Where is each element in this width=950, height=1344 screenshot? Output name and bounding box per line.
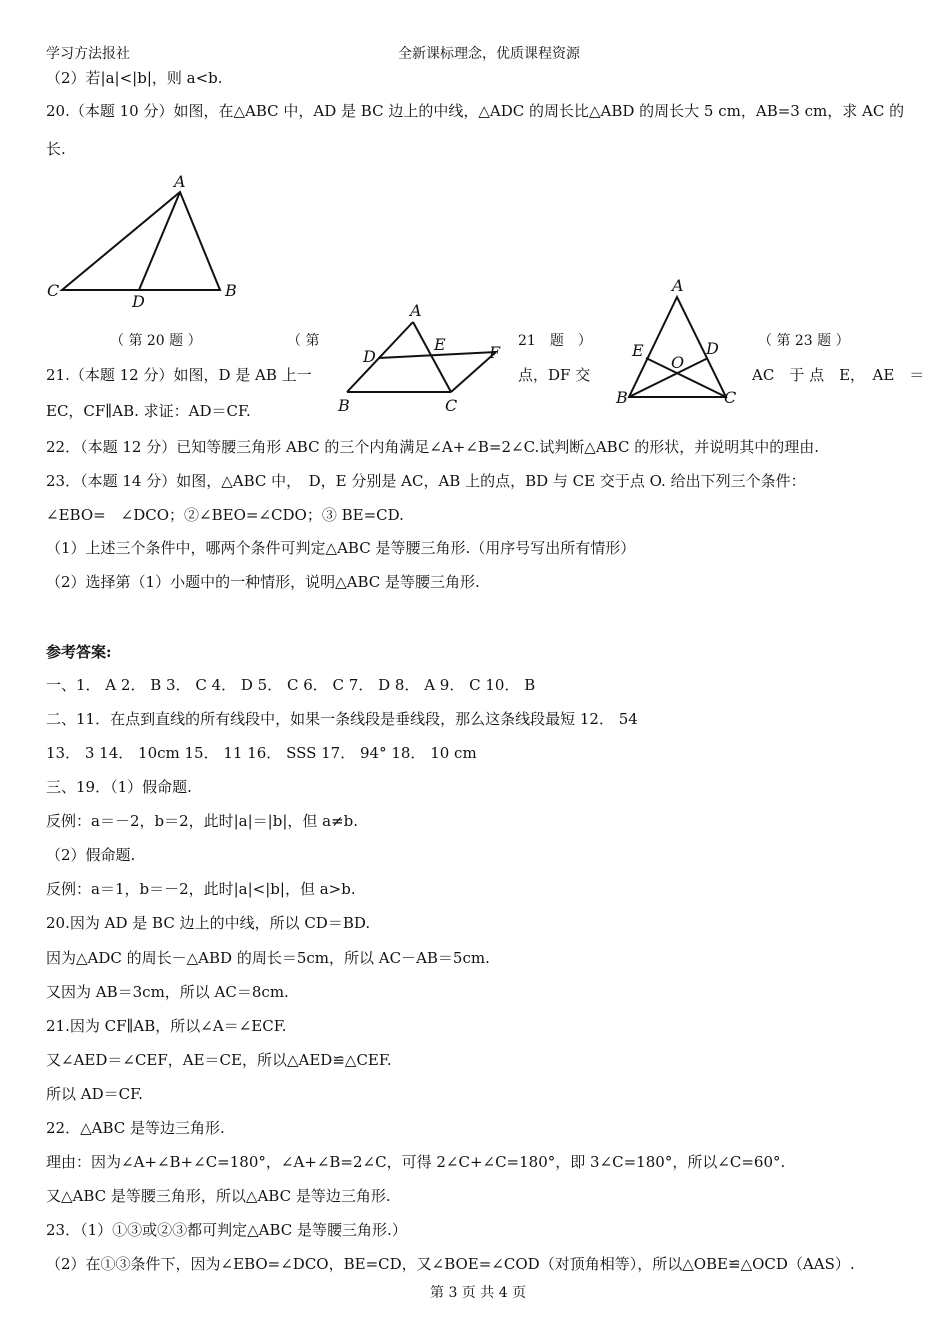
caption-21-right: 21 题 ） (518, 333, 592, 349)
answer-line: 因为△ADC 的周长－△ABD 的周长＝5cm，所以 AC－AB＝5cm. (46, 949, 490, 967)
q23-line1: 23．（本题 14 分）如图，△ABC 中， D，E 分别是 AC，AB 上的点，BD 与 CE 交于点 O. 给出下列三个条件： (46, 472, 806, 490)
figure-23 (610, 275, 750, 415)
label-e: E (632, 341, 644, 360)
answer-line: 反例：a＝－2，b＝2，此时|a|＝|b|，但 a≠b. (46, 812, 359, 830)
segment-ac (413, 322, 451, 392)
label-a: A (410, 301, 422, 320)
label-a: A (672, 276, 684, 295)
answer-line: 又∠AED＝∠CEF，AE＝CE，所以△AED≌△CEF. (46, 1051, 392, 1069)
answer-line: 又因为 AB＝3cm，所以 AC＝8cm. (46, 983, 289, 1001)
label-c: C (47, 281, 60, 300)
label-o: O (671, 353, 685, 372)
segment-ce (646, 358, 726, 397)
triangle-abc (62, 192, 220, 290)
answers-title: 参考答案: (46, 643, 112, 661)
answer-line: 20.因为 AD 是 BC 边上的中线，所以 CD＝BD. (46, 914, 371, 932)
label-e: E (434, 335, 446, 354)
label-d: D (132, 292, 145, 310)
label-b: B (338, 396, 350, 415)
q22: 22．（本题 12 分）已知等腰三角形 ABC 的三个内角满足∠A+∠B=2∠C.试判断△ABC 的形状，并说明其中的理由. (46, 438, 819, 456)
answer-line: 所以 AD＝CF. (46, 1085, 143, 1103)
q23-line2: ∠EBO= ∠DCO；②∠BEO=∠CDO；③ BE=CD. (46, 506, 404, 524)
figure-20 (40, 170, 250, 310)
q21-line2: EC，CF∥AB. 求证：AD＝CF. (46, 402, 251, 420)
q20-line1: 20.（本题 10 分）如图，在△ABC 中，AD 是 BC 边上的中线，△ADC 的周长比△ABD 的周长大 5 cm，AB=3 cm，求 AC 的 (46, 102, 905, 120)
label-a: A (174, 172, 186, 191)
page-number: 第 3 页 共 4 页 (430, 1285, 527, 1301)
segment-bd (629, 358, 708, 397)
q21-mid: 点，DF 交 (518, 366, 591, 384)
q23-sub2: （2）选择第（1）小题中的一种情形，说明△ABC 是等腰三角形. (46, 573, 480, 591)
answer-line: 理由：因为∠A+∠B+∠C=180°，∠A+∠B=2∠C，可得 2∠C+∠C=180°，即 3∠C=180°，所以∠C=60°. (46, 1153, 786, 1171)
answer-line: 23．（1）①③或②③都可判定△ABC 是等腰三角形.） (46, 1221, 407, 1239)
median-ad (139, 192, 180, 290)
q21-right: AC 于 点 E， AE ＝ (752, 366, 925, 384)
label-c: C (445, 396, 458, 415)
figure-21 (333, 300, 513, 420)
header-left: 学习方法报社 (46, 46, 130, 62)
answer-line: 21.因为 CF∥AB，所以∠A＝∠ECF. (46, 1017, 287, 1035)
q23-sub1: （1）上述三个条件中，哪两个条件可判定△ABC 是等腰三角形.（用序号写出所有情形） (46, 539, 636, 557)
answer-line: 22．△ABC 是等边三角形. (46, 1119, 225, 1137)
answer-line: 反例：a＝1，b＝－2，此时|a|<|b|，但 a>b. (46, 880, 356, 898)
answer-line: 13． 3 14． 10cm 15． 11 16． SSS 17． 94° 18． 10 cm (46, 744, 477, 762)
caption-21-left: （ 第 (287, 333, 320, 349)
label-d: D (706, 339, 719, 358)
caption-23: （ 第 23 题 ） (758, 333, 850, 349)
label-c: C (724, 388, 737, 407)
answer-line: 三、19．（1）假命题. (46, 778, 192, 796)
answer-line: 又△ABC 是等腰三角形，所以△ABC 是等边三角形. (46, 1187, 391, 1205)
answer-line: （2）假命题. (46, 846, 136, 864)
caption-20: （ 第 20 题 ） (110, 333, 202, 349)
answer-line: 二、11．在点到直线的所有线段中，如果一条线段是垂线段，那么这条线段最短 12． 54 (46, 710, 638, 728)
header-center: 全新课标理念，优质课程资源 (398, 46, 580, 62)
label-b: B (225, 281, 237, 300)
label-b: B (616, 388, 628, 407)
label-f: F (489, 343, 501, 362)
q20-line2: 长. (46, 140, 66, 158)
q19-tail: （2）若|a|<|b|，则 a<b. (46, 69, 223, 87)
q21-left: 21.（本题 12 分）如图，D 是 AB 上一 (46, 366, 312, 384)
answer-line: 一、1． A 2． B 3． C 4． D 5． C 6． C 7． D 8． A 9． C 10． B (46, 676, 536, 694)
label-d: D (363, 347, 376, 366)
answer-line: （2）在①③条件下，因为∠EBO=∠DCO，BE=CD，又∠BOE=∠COD（对顶角相等），所以△OBE≌△OCD（AAS）. (46, 1255, 855, 1273)
